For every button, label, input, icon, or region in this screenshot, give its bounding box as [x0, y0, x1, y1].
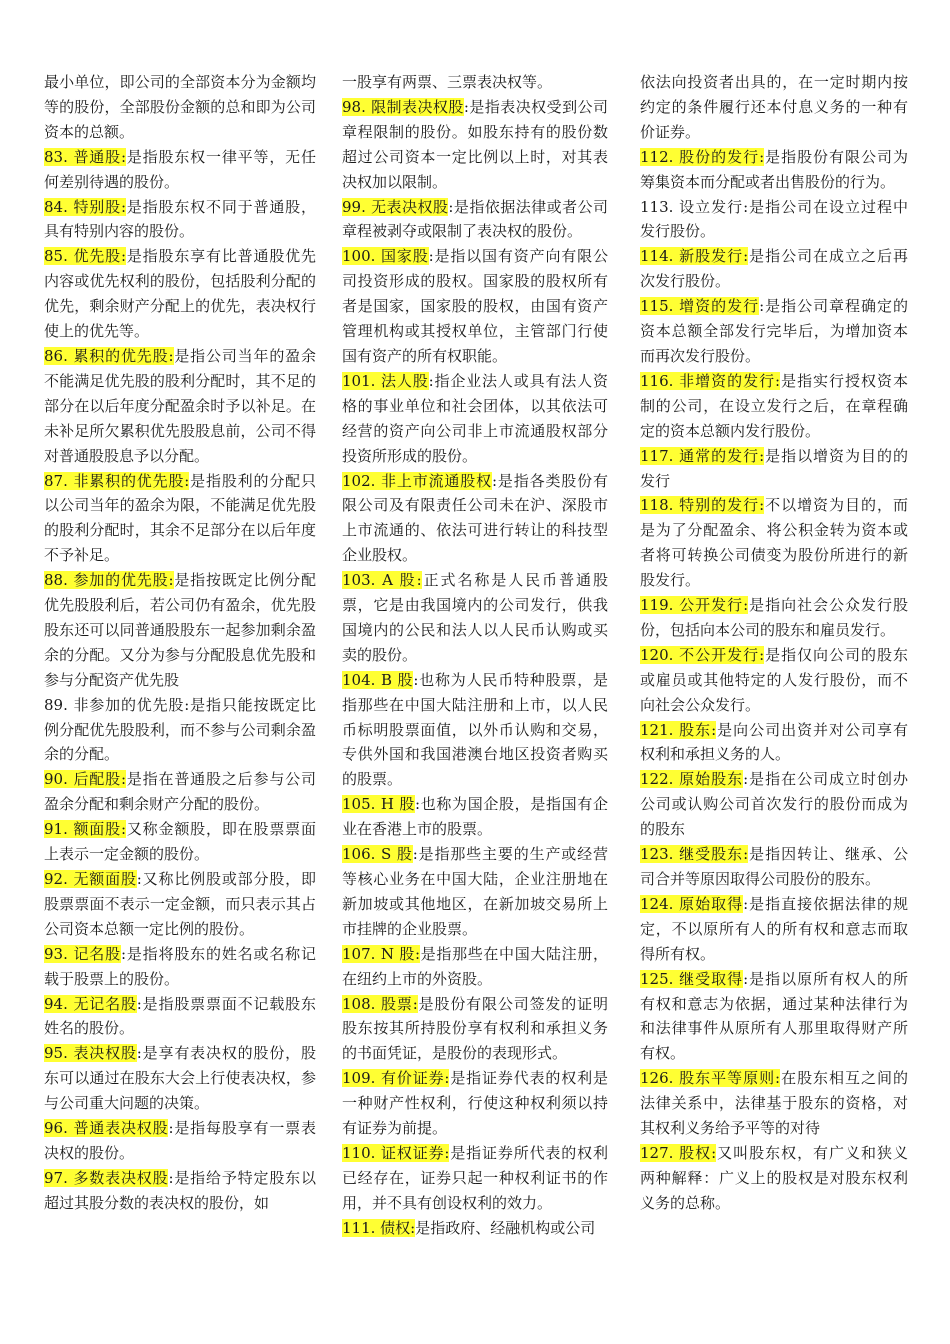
definition-text: 又称金额股，即在股票票面上表示一定金额的股份。 — [44, 820, 316, 864]
glossary-entry — [342, 195, 608, 245]
term-highlight: 97. 多数表决权股 — [44, 1168, 169, 1187]
glossary-entry — [640, 767, 908, 842]
definition-text: :是指直接依据法律的规定，不以原所有人的所有权和意志而取得所有权。 — [640, 894, 908, 963]
text-column-3 — [640, 70, 908, 1216]
glossary-entry — [640, 244, 908, 294]
glossary-entry — [342, 792, 608, 842]
glossary-entry — [342, 369, 608, 469]
definition-text: :是指在公司成立时创办公司或认购公司首次发行的股份而成为的股东 — [640, 770, 908, 839]
glossary-entry — [44, 145, 316, 195]
term-highlight: 118. 特别的发行: — [640, 496, 765, 515]
definition-text: 是指股东权一律平等，无任何差别待遇的股份。 — [44, 147, 316, 191]
definition-text: :是指股票票面不记载股东姓名的股份。 — [44, 994, 317, 1038]
glossary-entry — [342, 668, 608, 793]
definition-text: :指企业法人或具有法人资格的事业单位和社会团体，以其依法可经营的资产向公司非上市流通股权部分投资所形成的股份。 — [342, 371, 608, 465]
definition-text: :也称为国企股，是指国有企业在香港上市的股票。 — [342, 795, 608, 839]
definition-text: :是指表决权受到公司章程限制的股份。如股东持有的股份数超过公司资本一定比例以上时，对其表决权加以限制。 — [342, 97, 608, 191]
glossary-entry — [640, 70, 908, 145]
term-highlight: 91. 额面股: — [44, 820, 127, 839]
term-highlight: 114. 新股发行: — [640, 247, 749, 266]
glossary-entry — [640, 967, 908, 1067]
term-highlight: 107. N 股: — [342, 944, 421, 963]
definition-text: 依法向投资者出具的，在一定时期内按约定的条件履行还本付息义务的一种有价证券。 — [640, 73, 908, 141]
term-highlight: 109. 有价证券: — [342, 1069, 450, 1088]
definition-text: :是指公司章程确定的资本总额全部发行完毕后，为增加资本而再次发行股份。 — [640, 297, 908, 365]
term-highlight: 108. 股票: — [342, 994, 418, 1013]
term-highlight: 110. 证权证券: — [342, 1143, 450, 1162]
term-highlight: 87. 非累积的优先股: — [44, 471, 190, 490]
glossary-entry — [640, 718, 908, 768]
term-highlight: 105. H 股 — [342, 795, 415, 814]
definition-text: 又叫股东权，有广义和狭义两种解释：广义上的股权是对股东权利义务的总称。 — [640, 1143, 908, 1212]
term-highlight: 124. 原始取得 — [640, 894, 744, 913]
definition-text: 是指政府、经融机构或公司 — [415, 1218, 596, 1237]
glossary-entry — [342, 70, 608, 95]
term-highlight: 116. 非增资的发行: — [640, 371, 781, 390]
definition-text: :是指每股享有一票表决权的股份。 — [44, 1119, 316, 1162]
definition-text: 是指股东享有比普通股优先内容或优先权利的股份，包括股利分配的优先，剩余财产分配上的优先，表决权行使上的优先等。 — [44, 247, 316, 341]
glossary-entry — [44, 817, 316, 867]
glossary-entry — [640, 643, 908, 718]
glossary-entry — [342, 95, 608, 195]
definition-text: 是指因转让、继承、公司合并等原因取得公司股份的股东。 — [640, 845, 908, 888]
glossary-entry — [44, 344, 316, 469]
definition-text: 一股享有两票、三票表决权等。 — [342, 73, 553, 91]
glossary-entry — [44, 992, 316, 1042]
text-column-2 — [342, 70, 608, 1241]
term-highlight: 99. 无表决权股 — [342, 197, 449, 216]
glossary-entry — [640, 842, 908, 892]
term-highlight: 121. 股东: — [640, 720, 717, 739]
term-highlight: 100. 国家股 — [342, 247, 429, 266]
term-highlight: 94. 无记名股 — [44, 994, 137, 1013]
definition-text: :是指那些主要的生产或经营等核心业务在中国大陆，企业注册地在新加坡或其他地区，在新加坡交易所上市挂牌的企业股票。 — [342, 845, 608, 938]
glossary-entry — [640, 892, 908, 967]
glossary-entry — [44, 1166, 316, 1216]
definition-text: 是指股份有限公司为筹集资本而分配或者出售股份的行为。 — [640, 147, 908, 191]
glossary-entry — [640, 593, 908, 643]
glossary-entry — [44, 767, 316, 817]
definition-text: 最小单位，即公司的全部资本分为金额均等的股份，全部股份金额的总和即为公司资本的总额。 — [44, 73, 316, 141]
glossary-entry — [44, 693, 316, 768]
glossary-entry — [44, 70, 316, 145]
definition-text: 是指公司在成立之后再次发行股份。 — [640, 247, 908, 291]
term-highlight: 86. 累积的优先股: — [44, 346, 174, 365]
term-highlight: 102. 非上市流通股权 — [342, 471, 492, 490]
glossary-entry — [640, 1066, 908, 1141]
glossary-entry — [342, 942, 608, 992]
definition-text: 是指股利的分配只以公司当年的盈余为限，不能满足优先股的股利分配时，其余不足部分在以后年度不予补足。 — [44, 471, 316, 565]
definition-text: 正式名称是人民币普通股票，它是由我国境内的公司发行，供我国境内的公民和法人以人民币认购或买卖的股份。 — [342, 571, 608, 664]
term-highlight: 117. 通常的发行: — [640, 446, 765, 465]
definition-text: :是指以原所有权人的所有权和意志为依据，通过某种法律行为和法律事件从原所有人那里取得财产所有权。 — [640, 969, 908, 1063]
glossary-entry — [44, 568, 316, 693]
term-highlight: 120. 不公开发行: — [640, 645, 765, 664]
definition-text: 是股份有限公司签发的证明股东按其所持股份享有权利和承担义务的书面凭证，是股份的表现形式。 — [342, 994, 608, 1063]
definition-text: 是指那些在中国大陆注册，在纽约上市的外资股。 — [342, 944, 608, 988]
glossary-entry — [44, 942, 316, 992]
definition-text: :是指依据法律或者公司章程被剥夺或限制了表决权的股份。 — [342, 197, 609, 241]
glossary-entry — [342, 568, 608, 668]
definition-text: 是指证券所代表的权利已经存在，证券只起一种权利证书的作用，并不具有创设权利的效力。 — [342, 1143, 608, 1212]
definition-text: 113. 设立发行:是指公司在设立过程中发行股份。 — [640, 197, 908, 241]
glossary-entry — [640, 195, 908, 245]
glossary-entry — [44, 195, 316, 245]
definition-text: :又称比例股或部分股，即股票票面不表示一定金额，而只表示其占公司资本总额一定比例的股份。 — [44, 870, 317, 938]
definition-text: 在股东相互之间的法律关系中，法律基于股东的资格，对其权利义务给予平等的对待 — [640, 1069, 908, 1138]
term-highlight: 127. 股权: — [640, 1143, 717, 1162]
definition-text: 是指公司当年的盈余不能满足优先股的股利分配时，其不足的部分在以后年度分配盈余时予以补足。在未补足所欠累积优先股股息前，公司不得对普通股股息予以分配。 — [44, 346, 316, 465]
definition-text: 89. 非参加的优先股:是指只能按既定比例分配优先股股利，而不参与公司剩余盈余的分配。 — [44, 695, 316, 764]
glossary-entry — [342, 992, 608, 1067]
glossary-entry — [44, 1116, 316, 1166]
term-highlight: 90. 后配股: — [44, 770, 127, 789]
definition-text: 是指证券代表的权利是一种财产性权利，行使这种权利须以持有证券为前提。 — [342, 1069, 608, 1138]
glossary-entry — [342, 1216, 608, 1241]
glossary-entry — [44, 867, 316, 942]
definition-text: 是指按既定比例分配优先股股利后，若公司仍有盈余，优先股股东还可以同普通股股东一起参加剩余盈余的分配。又分为参与分配股息优先股和参与分配资产优先股 — [44, 571, 316, 689]
term-highlight: 123. 继受股东: — [640, 845, 749, 864]
term-highlight: 88. 参加的优先股: — [44, 571, 174, 590]
glossary-entry — [342, 1066, 608, 1141]
term-highlight: 95. 表决权股 — [44, 1044, 137, 1063]
definition-text: :是指将股东的姓名或名称记载于股票上的股份。 — [44, 944, 316, 988]
definition-text: 是指仅向公司的股东或雇员或其他特定的人发行股份，而不向社会公众发行。 — [640, 645, 908, 714]
glossary-entry — [640, 493, 908, 593]
term-highlight: 96. 普通表决权股 — [44, 1119, 169, 1138]
text-column-1 — [44, 70, 316, 1216]
definition-text: :是指以国有资产向有限公司投资形成的股权。国家股的股权所有者是国家，国家股的股权，由国有资产管理机构或其授权单位，主管部门行使国有资产的所有权职能。 — [342, 247, 608, 365]
term-highlight: 98. 限制表决权股 — [342, 97, 464, 116]
term-highlight: 106. S 股 — [342, 845, 413, 864]
definition-text: :是指给予特定股东以超过其股分数的表决权的股份，如 — [44, 1168, 316, 1212]
glossary-entry — [640, 369, 908, 444]
term-highlight: 111. 债权: — [342, 1218, 416, 1237]
term-highlight: 104. B 股 — [342, 670, 414, 689]
glossary-entry — [640, 444, 908, 494]
glossary-entry — [44, 469, 316, 569]
glossary-entry — [640, 145, 908, 195]
term-highlight: 103. A 股: — [342, 571, 422, 590]
glossary-entry — [44, 244, 316, 344]
term-highlight: 84. 特别股: — [44, 197, 127, 216]
glossary-entry — [342, 1141, 608, 1216]
glossary-entry — [44, 1041, 316, 1116]
definition-text: :也称为人民币特种股票，是指那些在中国大陆注册和上市，以人民币标明股票面值，以外币认购和交易，专供外国和我国港澳台地区投资者购买的股票。 — [342, 670, 608, 789]
definition-text: 是指实行授权资本制的公司，在设立发行之后，在章程确定的资本总额内发行股份。 — [640, 371, 908, 440]
definition-text: 是指股东权不同于普通股，具有特别内容的股份。 — [44, 197, 316, 241]
term-highlight: 112. 股份的发行: — [640, 147, 765, 166]
definition-text: :是享有表决权的股份，股东可以通过在股东大会上行使表决权，参与公司重大问题的决策。 — [44, 1044, 317, 1113]
glossary-entry — [342, 842, 608, 942]
term-highlight: 85. 优先股: — [44, 247, 127, 266]
term-highlight: 92. 无额面股 — [44, 870, 137, 888]
definition-text: 不以增资为目的，而是为了分配盈余、将公积金转为资本或者将可转换公司债变为股份所进行的新股发行。 — [640, 496, 908, 590]
definition-text: :是指各类股份有限公司及有限责任公司未在沪、深股市上市流通的、依法可进行转让的科技型企业股权。 — [342, 471, 608, 565]
definition-text: 是指向社会公众发行股份，包括向本公司的股东和雇员发行。 — [640, 596, 908, 639]
term-highlight: 83. 普通股: — [44, 147, 127, 166]
term-highlight: 125. 继受取得 — [640, 969, 744, 988]
glossary-entry — [342, 469, 608, 569]
term-highlight: 126. 股东平等原则: — [640, 1069, 781, 1088]
term-highlight: 119. 公开发行: — [640, 596, 749, 615]
definition-text: 是指以增资为目的的发行 — [640, 446, 908, 490]
glossary-entry — [640, 294, 908, 369]
term-highlight: 115. 增资的发行 — [640, 297, 760, 316]
glossary-entry — [640, 1141, 908, 1216]
glossary-entry — [342, 244, 608, 369]
term-highlight: 93. 记名股 — [44, 944, 121, 963]
term-highlight: 101. 法人股 — [342, 371, 429, 390]
term-highlight: 122. 原始股东 — [640, 770, 744, 789]
definition-text: 是向公司出资并对公司享有权利和承担义务的人。 — [640, 720, 908, 764]
definition-text: 是指在普通股之后参与公司盈余分配和剩余财产分配的股份。 — [44, 770, 316, 814]
